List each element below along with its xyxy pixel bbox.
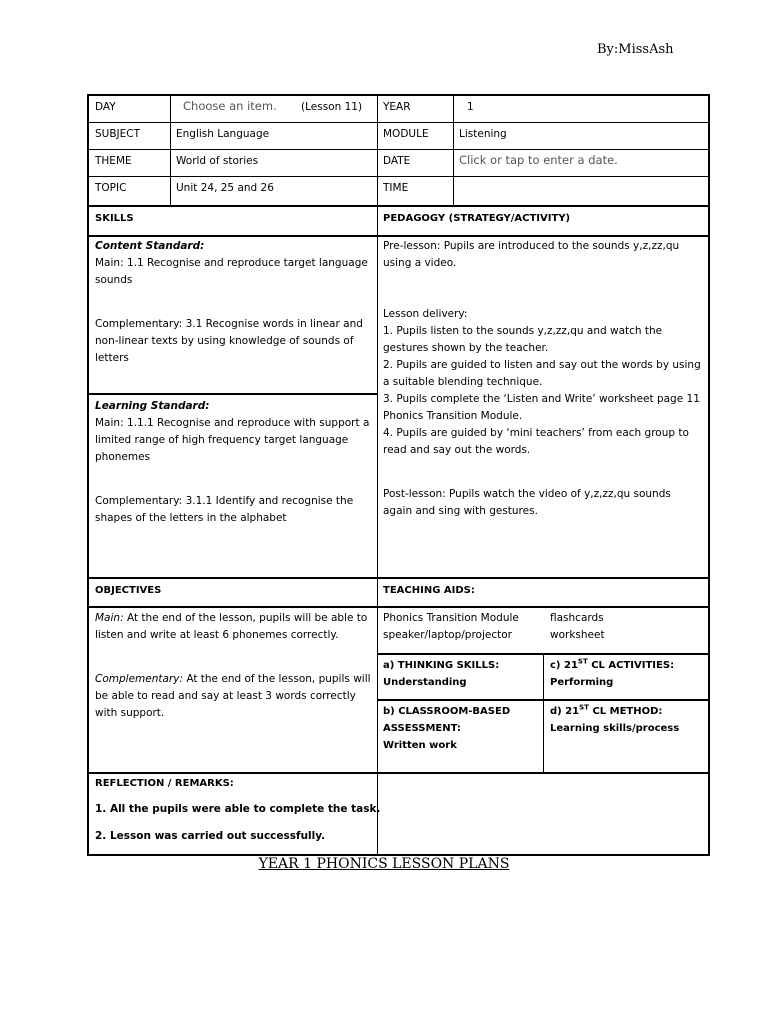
thinking-skills-box (377, 656, 543, 692)
lesson-plan-table (87, 94, 710, 856)
time-label: TIME (383, 182, 409, 194)
document-title (0, 856, 768, 872)
cl-activities-value: Performing (550, 677, 614, 688)
assessment-label: b) CLASSROOM-BASED ASSESSMENT: (383, 706, 511, 734)
cl-method-value: Learning skills/process (550, 723, 680, 734)
time-value (453, 179, 708, 181)
step-3: 3. Pupils complete the ‘Listen and Write’ worksheet page 11 Phonics Transition Module. (383, 393, 700, 422)
teaching-aids-heading: TEACHING AIDS: (383, 585, 475, 596)
cl-method-sup: ST (579, 703, 589, 712)
year-value: 1 (467, 101, 474, 113)
date-picker[interactable]: Click or tap to enter a date. (459, 153, 618, 167)
objective-comp-text: At the end of the lesson, pupils will be able to read and say at least 3 words correctly with support. (95, 673, 371, 719)
author-byline: By:MissAsh (597, 42, 674, 57)
cl-activities-sup: ST (577, 657, 588, 666)
post-lesson: Post-lesson: Pupils watch the video of y,z,zz,qu sounds again and sing with gestures. (383, 488, 671, 517)
learning-complementary: Complementary: 3.1.1 Identify and recognise the shapes of the letters in the alphabet (95, 495, 354, 524)
step-2: 2. Pupils are guided to listen and say out the words by using a suitable blending technique. (383, 359, 701, 388)
cl-method-box (544, 702, 708, 738)
lesson-number: (Lesson 11) (301, 101, 363, 113)
document-title-text: YEAR 1 PHONICS LESSON PLANS (258, 856, 510, 872)
cl-method-suffix: CL METHOD: (588, 706, 663, 717)
theme-label: THEME (95, 155, 132, 167)
objective-comp-label: Complementary: (95, 673, 183, 685)
day-picker[interactable]: Choose an item. (183, 99, 277, 113)
cl-activities-box (544, 656, 708, 692)
objectives-content (89, 609, 377, 723)
learning-standard (89, 397, 377, 528)
skills-heading: SKILLS (95, 213, 134, 224)
subject-label: SUBJECT (95, 128, 141, 140)
reflection-item-2: 2. Lesson was carried out successfully. (95, 830, 326, 842)
step-1: 1. Pupils listen to the sounds y,z,zz,qu and watch the gestures shown by the teacher. (383, 325, 663, 354)
day-label: DAY (95, 101, 116, 113)
objective-main-text: At the end of the lesson, pupils will be able to listen and write at least 6 phonemes correctly. (95, 612, 368, 641)
thinking-skills-value: Understanding (383, 677, 467, 688)
cl-activities-prefix: c) 21 (550, 660, 578, 671)
content-main: Main: 1.1 Recognise and reproduce target language sounds (95, 257, 368, 286)
pedagogy-content (377, 237, 708, 521)
reflection-item-1: 1. All the pupils were able to complete the task. (95, 803, 381, 815)
module-value: Listening (459, 128, 507, 140)
subject-value: English Language (176, 128, 270, 140)
assessment-box (377, 702, 543, 755)
pre-lesson: Pre-lesson: Pupils are introduced to the sounds y,z,zz,qu using a video. (383, 240, 680, 269)
learning-standard-heading: Learning Standard: (95, 400, 210, 412)
objective-main-label: Main: (95, 612, 124, 624)
content-standard (89, 237, 377, 368)
thinking-skills-label: a) THINKING SKILLS: (383, 660, 500, 671)
reflection-heading: REFLECTION / REMARKS: (95, 778, 234, 789)
cl-method-prefix: d) 21 (550, 706, 580, 717)
objectives-heading: OBJECTIVES (95, 585, 162, 596)
theme-value: World of stories (176, 155, 259, 167)
content-complementary: Complementary: 3.1 Recognise words in linear and non-linear texts by using knowledge of sounds of letters (95, 318, 363, 364)
step-4: 4. Pupils are guided by ‘mini teachers’ from each group to read and say out the words. (383, 427, 689, 456)
topic-value: Unit 24, 25 and 26 (176, 182, 274, 194)
learning-main: Main: 1.1.1 Recognise and reproduce with support a limited range of high frequency target language phonemes (95, 417, 370, 463)
delivery-heading: Lesson delivery: (383, 308, 468, 320)
teaching-aid-2: flashcards (550, 612, 604, 624)
assessment-value: Written work (383, 740, 457, 751)
content-standard-heading: Content Standard: (95, 240, 205, 252)
cl-activities-suffix: CL ACTIVITIES: (587, 660, 675, 671)
teaching-aid-3: speaker/laptop/projector (383, 629, 512, 641)
topic-label: TOPIC (95, 182, 127, 194)
year-label: YEAR (383, 101, 411, 113)
teaching-aid-4: worksheet (550, 629, 605, 641)
teaching-aid-1: Phonics Transition Module (383, 612, 519, 624)
pedagogy-heading: PEDAGOGY (STRATEGY/ACTIVITY) (383, 213, 571, 224)
module-label: MODULE (383, 128, 429, 140)
date-label: DATE (383, 155, 411, 167)
